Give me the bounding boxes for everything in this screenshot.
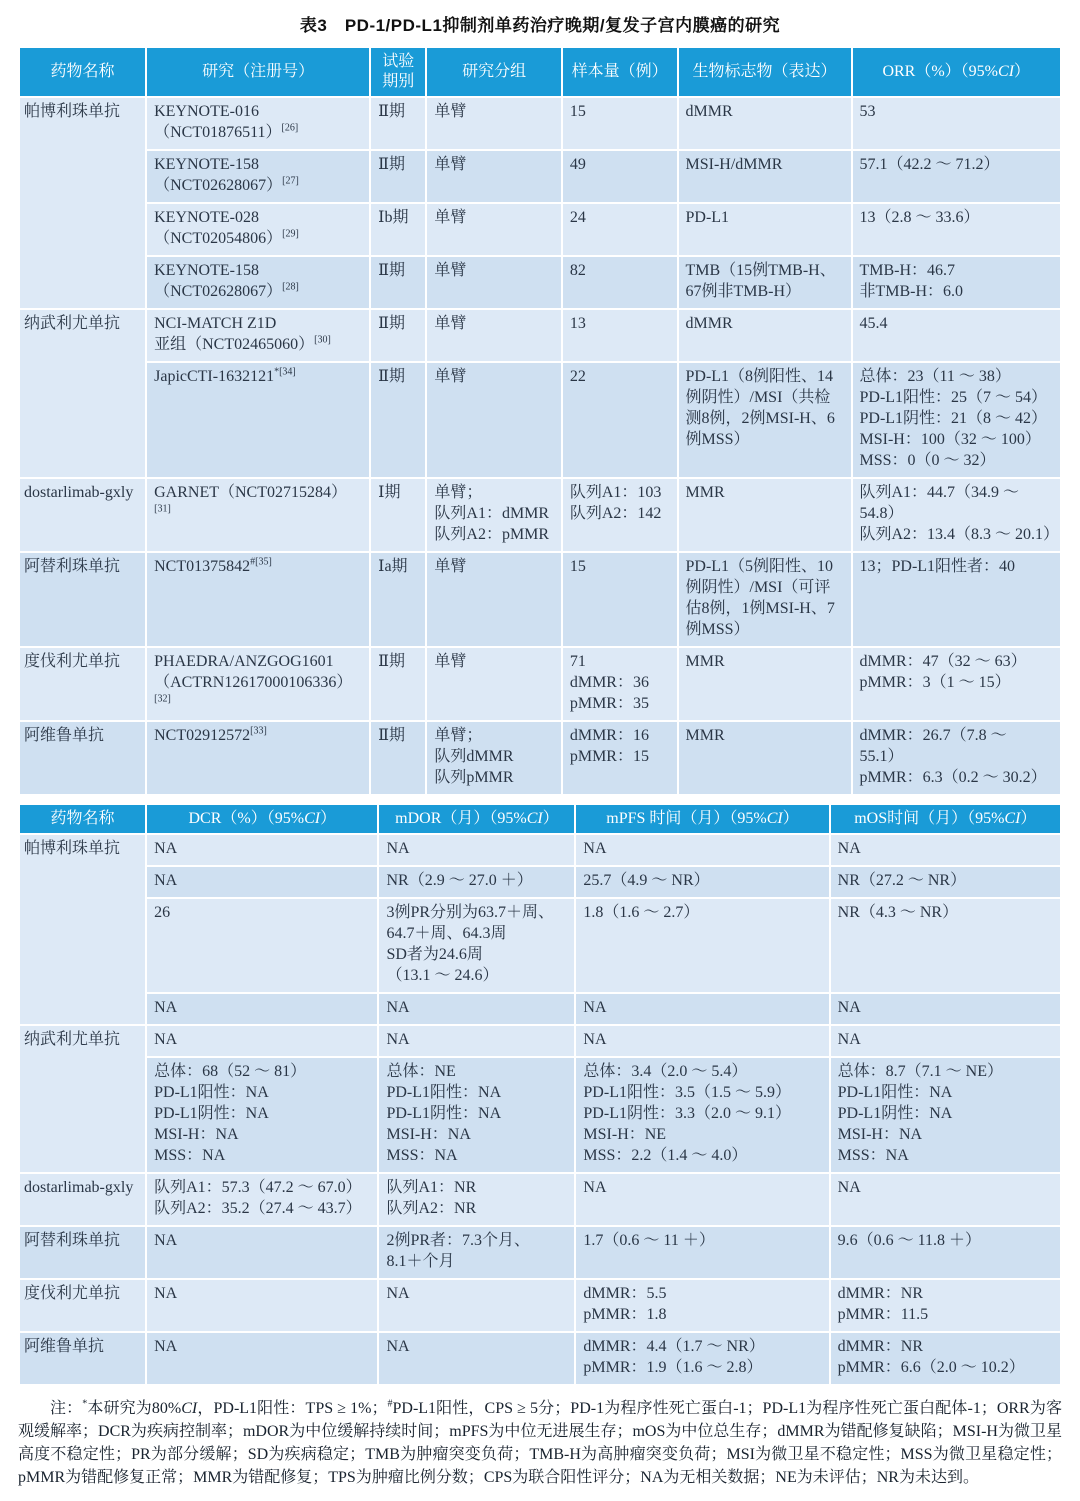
drug-name-cell: 阿维鲁单抗 xyxy=(19,1332,146,1385)
table-cell: 队列A1：NR 队列A2：NR xyxy=(378,1173,575,1226)
table-cell: NA xyxy=(146,1332,378,1385)
study-table xyxy=(18,46,1062,796)
table-cell: PHAEDRA/ANZGOG1601 （ACTRN12617000106336）[32] xyxy=(146,647,370,721)
table-cell: Ⅱ期 xyxy=(370,647,426,721)
table-cell: NCI-MATCH Z1D 亚组（NCT02465060）[30] xyxy=(146,309,370,362)
table-row xyxy=(19,1226,1061,1279)
table-row xyxy=(19,1173,1061,1226)
table-cell: NA xyxy=(378,1279,575,1332)
table-row xyxy=(19,150,1061,203)
table-title: 表3 PD-1/PD-L1抑制剂单药治疗晚期/复发子宫内膜癌的研究 xyxy=(299,16,781,35)
drug-name-cell: 阿替利珠单抗 xyxy=(19,1226,146,1279)
table-cell: 单臂 xyxy=(426,647,561,721)
table-row xyxy=(19,721,1061,795)
table-cell: JapicCTI-$1632121^{*[34]}$ xyxy=(146,362,370,478)
table-cell: 队列A1：57.3（47.2 ～ 67.0） 队列A2：35.2（27.4 ～ 43.7） xyxy=(146,1173,378,1226)
column-header: DCR（%）（95%CI） xyxy=(146,804,378,834)
table-cell: $NCT01375842^{\#[35]}$ xyxy=(146,552,370,647)
table-cell: NA xyxy=(830,834,1061,866)
column-header: ORR（%）（95%CI） xyxy=(852,47,1062,97)
header-row xyxy=(19,47,1061,97)
table-cell: 2例PR者：7.3个月、 8.1＋个月 xyxy=(378,1226,575,1279)
table-cell: 单臂 xyxy=(426,203,561,256)
table-cell: MMR xyxy=(678,478,852,552)
table-cell: 单臂； 队列dMMR 队列pMMR xyxy=(426,721,561,795)
drug-name-cell: dostarlimab-gxly xyxy=(19,1173,146,1226)
table-cell: 1.7（0.6 ～ 11 ＋） xyxy=(575,1226,829,1279)
column-header: 药物名称 xyxy=(19,804,146,834)
table-cell: dMMR：47（32 ～ 63） pMMR：3（1 ～ 15） xyxy=(852,647,1062,721)
drug-name-cell: 度伐利尤单抗 xyxy=(19,647,146,721)
table-cell: 总体：68（52 ～ 81） PD-L1阳性：NA PD-L1阴性：NA MSI-H：NA MSS：NA xyxy=(146,1057,378,1173)
table-cell: Ⅱ期 xyxy=(370,150,426,203)
column-header: 试验 期别 xyxy=(370,47,426,97)
drug-name-cell: 纳武利尤单抗 xyxy=(19,309,146,478)
table-cell: Ⅰb期 xyxy=(370,203,426,256)
column-header: 生物标志物（表达） xyxy=(678,47,852,97)
table-cell: NA xyxy=(830,1025,1061,1057)
table-cell: NA xyxy=(146,866,378,898)
table-cell: TMB（15例TMB-H、 67例非TMB-H） xyxy=(678,256,852,309)
table-cell: MSI-H/dMMR xyxy=(678,150,852,203)
table-row xyxy=(19,256,1061,309)
table-cell: 9.6（0.6 ～ 11.8 ＋） xyxy=(830,1226,1061,1279)
table-cell: 单臂 xyxy=(426,309,561,362)
table-cell: 总体：23（11 ～ 38） PD-L1阳性：25（7 ～ 54） PD-L1阴性：21（8 ～ 42） MSI-H：100（32 ～ 100） MSS：0（0 ～ 32） xyxy=(852,362,1062,478)
table-cell: NR（27.2 ～ NR） xyxy=(830,866,1061,898)
table-cell: dMMR：4.4（1.7 ～ NR） pMMR：1.9（1.6 ～ 2.8） xyxy=(575,1332,829,1385)
table-cell: PD-L1（5例阳性、10例阴性）/MSI（可评估8例，1例MSI-H、7例MSS） xyxy=(678,552,852,647)
table-cell: 15 xyxy=(562,97,678,150)
footnote: 注：*本研究为80%CI，PD-L1阳性：TPS ≥ 1%；#PD-L1阳性，CPS ≥ 5分；PD-1为程序性死亡蛋白-1；PD-L1为程序性死亡蛋白配体-1；ORR为客观缓解率；DCR为疾病控制率；mDOR为中位缓解持续时间；mPFS为中位无进展生存；mOS为中位总生存；dMMR为错配修复缺陷；MSI-H为微卫星高度不稳定性；PR为部分缓解；SD为疾病稳定；TMB为肿瘤突变负荷；TMB-H为高肿瘤突变负荷；MSI为微卫星不稳定性；MSS为微卫星稳定性；pMMR为错配修复正常；MMR为错配修复；TPS为肿瘤比例分数；CPS为联合阳性评分；NA为无相关数据；NE为未评估；NR为未达到。 xyxy=(18,1398,1062,1486)
table-cell: NA xyxy=(146,1279,378,1332)
table-row xyxy=(19,866,1061,898)
column-header: 样本量（例） xyxy=(562,47,678,97)
table-row xyxy=(19,97,1061,150)
table-row xyxy=(19,993,1061,1025)
table-cell: NA xyxy=(575,834,829,866)
table-cell: dMMR：5.5 pMMR：1.8 xyxy=(575,1279,829,1332)
table-cell: NR（4.3 ～ NR） xyxy=(830,898,1061,993)
outcome-table-container xyxy=(18,803,1062,1386)
table-cell: 15 xyxy=(562,552,678,647)
header-row xyxy=(19,804,1061,834)
table-cell: NA xyxy=(575,1025,829,1057)
table-cell: 26 xyxy=(146,898,378,993)
table-cell: 单臂 xyxy=(426,97,561,150)
table-row xyxy=(19,309,1061,362)
table-row xyxy=(19,203,1061,256)
table-cell: Ⅱ期 xyxy=(370,309,426,362)
table-cell: NA xyxy=(146,1226,378,1279)
table-cell: NCT02912572[33] xyxy=(146,721,370,795)
table-cell: 总体：3.4（2.0 ～ 5.4） PD-L1阳性：3.5（1.5 ～ 5.9） PD-L1阴性：3.3（2.0 ～ 9.1） MSI-H：NE MSS：2.2（1.4 ～ 4.0） xyxy=(575,1057,829,1173)
column-header: mPFS 时间（月）（95%CI） xyxy=(575,804,829,834)
table-cell: NA xyxy=(830,993,1061,1025)
table-row xyxy=(19,1332,1061,1385)
table-cell: Ⅱ期 xyxy=(370,362,426,478)
table-row xyxy=(19,362,1061,478)
table-cell: TMB-H：46.7 非TMB-H：6.0 xyxy=(852,256,1062,309)
table-cell: 总体：NE PD-L1阳性：NA PD-L1阴性：NA MSI-H：NA MSS：NA xyxy=(378,1057,575,1173)
table-cell: 45.4 xyxy=(852,309,1062,362)
table-cell: NA xyxy=(830,1173,1061,1226)
table-cell: 13（2.8 ～ 33.6） xyxy=(852,203,1062,256)
table-cell: Ⅱ期 xyxy=(370,256,426,309)
drug-name-cell: 纳武利尤单抗 xyxy=(19,1025,146,1173)
drug-name-cell: 帕博利珠单抗 xyxy=(19,834,146,1025)
table-cell: 单臂； 队列A1：dMMR 队列A2：pMMR xyxy=(426,478,561,552)
table-cell: 单臂 xyxy=(426,362,561,478)
outcome-table xyxy=(18,803,1062,1386)
drug-name-cell: 阿替利珠单抗 xyxy=(19,552,146,647)
table-cell: 57.1（42.2 ～ 71.2） xyxy=(852,150,1062,203)
table-row xyxy=(19,898,1061,993)
table-cell: Ⅰ期 xyxy=(370,478,426,552)
drug-name-cell: 帕博利珠单抗 xyxy=(19,97,146,309)
table-cell: dMMR：NR pMMR：11.5 xyxy=(830,1279,1061,1332)
column-header: 药物名称 xyxy=(19,47,146,97)
table-cell: 13 xyxy=(562,309,678,362)
table-cell: 25.7（4.9 ～ NR） xyxy=(575,866,829,898)
table-row xyxy=(19,1025,1061,1057)
table-cell: NA xyxy=(378,993,575,1025)
column-header: 研究（注册号） xyxy=(146,47,370,97)
table-cell: MMR xyxy=(678,647,852,721)
table-cell: 13；PD-L1阳性者：40 xyxy=(852,552,1062,647)
table-row xyxy=(19,552,1061,647)
table-cell: Ⅱ期 xyxy=(370,721,426,795)
table-cell: dMMR：NR pMMR：6.6（2.0 ～ 10.2） xyxy=(830,1332,1061,1385)
table-cell: GARNET（NCT02715284）[31] xyxy=(146,478,370,552)
table-cell: 24 xyxy=(562,203,678,256)
table-cell: 1.8（1.6 ～ 2.7） xyxy=(575,898,829,993)
table-cell: KEYNOTE-016 （NCT01876511）[26] xyxy=(146,97,370,150)
table-cell: 单臂 xyxy=(426,150,561,203)
table-cell: NR（2.9 ～ 27.0 ＋） xyxy=(378,866,575,898)
table-cell: 队列A1：44.7（34.9 ～ 54.8） 队列A2：13.4（8.3 ～ 20.1） xyxy=(852,478,1062,552)
table-cell: PD-L1（8例阳性、14例阴性）/MSI（共检测8例，2例MSI-H、6例MSS） xyxy=(678,362,852,478)
table-cell: 队列A1：103 队列A2：142 xyxy=(562,478,678,552)
table-cell: 单臂 xyxy=(426,552,561,647)
table-cell: 3例PR分别为63.7＋周、 64.7＋周、64.3周 SD者为24.6周 （13.1 ～ 24.6） xyxy=(378,898,575,993)
table-cell: Ⅰa期 xyxy=(370,552,426,647)
table-row xyxy=(19,647,1061,721)
table-row xyxy=(19,834,1061,866)
column-header: mDOR（月）（95%CI） xyxy=(378,804,575,834)
table-cell: 82 xyxy=(562,256,678,309)
table-cell: KEYNOTE-028 （NCT02054806）[29] xyxy=(146,203,370,256)
table-cell: dMMR xyxy=(678,309,852,362)
table-cell: KEYNOTE-158 （NCT02628067）[27] xyxy=(146,150,370,203)
drug-name-cell: dostarlimab-gxly xyxy=(19,478,146,552)
table-row xyxy=(19,1057,1061,1173)
table-cell: 单臂 xyxy=(426,256,561,309)
table-cell: MMR xyxy=(678,721,852,795)
table-cell: 53 xyxy=(852,97,1062,150)
table-cell: NA xyxy=(146,993,378,1025)
table-cell: NA xyxy=(378,1332,575,1385)
table-cell: NA xyxy=(146,834,378,866)
table-cell: dMMR xyxy=(678,97,852,150)
drug-name-cell: 度伐利尤单抗 xyxy=(19,1279,146,1332)
table-row xyxy=(19,1279,1061,1332)
table-cell: PD-L1 xyxy=(678,203,852,256)
table-cell: NA xyxy=(575,993,829,1025)
table-cell: NA xyxy=(575,1173,829,1226)
column-header: 研究分组 xyxy=(426,47,561,97)
study-table-container xyxy=(18,46,1062,796)
table-cell: Ⅱ期 xyxy=(370,97,426,150)
table-cell: 总体：8.7（7.1 ～ NE） PD-L1阳性：NA PD-L1阴性：NA MSI-H：NA MSS：NA xyxy=(830,1057,1061,1173)
table-cell: NA xyxy=(378,834,575,866)
column-header: mOS时间（月）（95%CI） xyxy=(830,804,1061,834)
drug-name-cell: 阿维鲁单抗 xyxy=(19,721,146,795)
table-cell: NA xyxy=(146,1025,378,1057)
table-cell: dMMR：26.7（7.8 ～ 55.1） pMMR：6.3（0.2 ～ 30.2） xyxy=(852,721,1062,795)
table-cell: NA xyxy=(378,1025,575,1057)
table-cell: dMMR：16 pMMR：15 xyxy=(562,721,678,795)
table-cell: 49 xyxy=(562,150,678,203)
table-cell: 22 xyxy=(562,362,678,478)
table-row xyxy=(19,478,1061,552)
table-cell: KEYNOTE-158 （NCT02628067）[28] xyxy=(146,256,370,309)
table-cell: 71 dMMR：36 pMMR：35 xyxy=(562,647,678,721)
